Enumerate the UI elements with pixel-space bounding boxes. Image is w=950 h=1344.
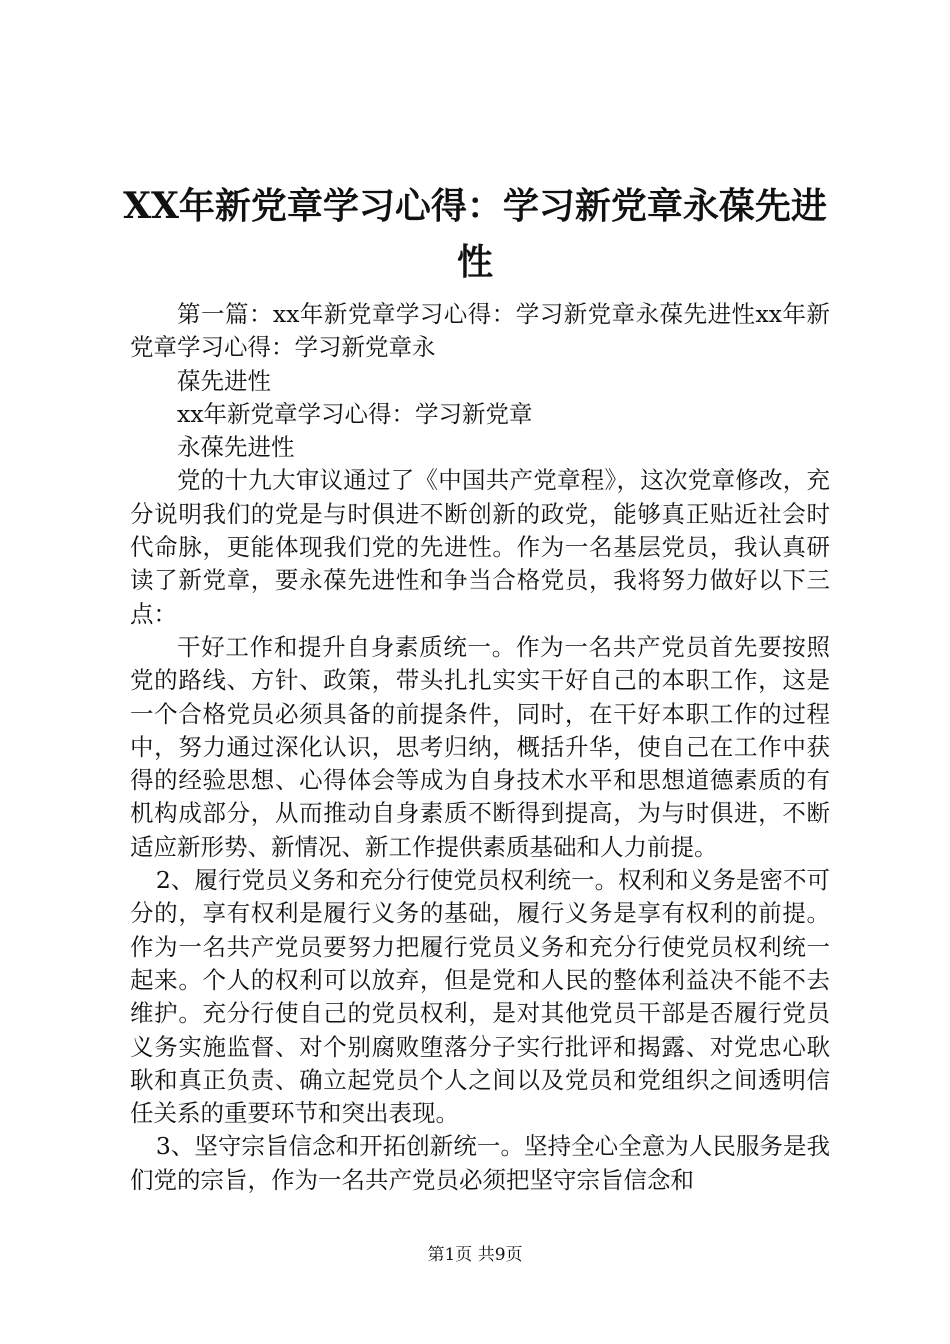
paragraph: xx年新党章学习心得：学习新党章: [177, 399, 533, 428]
document-body: [130, 298, 830, 1197]
paragraph: 3、坚守宗旨信念和开拓创新统一。坚持全心全意为人民服务是我们党的宗旨，作为一名共产党员必须把坚守宗旨信念和: [130, 1132, 830, 1194]
paragraph: 干好工作和提升自身素质统一。作为一名共产党员首先要按照党的路线、方针、政策，带头扎扎实实干好自己的本职工作，这是一个合格党员必须具备的前提条件，同时，在干好本职工作的过程中，努力通过深化认识，思考归纳，概括升华，使自己在工作中获得的经验思想、心得体会等成为自身技术水平和思想道德素质的有机构成部分，从而推动自身素质不断得到提高，为与时俱进，不断适应新形势、新情况、新工作提供素质基础和人力前提。: [130, 632, 830, 861]
paragraph: 永葆先进性: [177, 433, 295, 462]
paragraph: 第一篇：xx年新党章学习心得：学习新党章永葆先进性xx年新党章学习心得：学习新党章永: [130, 300, 830, 362]
document-title: XX年新党章学习心得：学习新党章永葆先进性: [123, 185, 827, 283]
paragraph: 葆先进性: [177, 366, 271, 395]
paragraph: 2、履行党员义务和充分行使党员权利统一。权利和义务是密不可分的，享有权利是履行义务的基础，履行义务是享有权利的前提。作为一名共产党员要努力把履行党员义务和充分行使党员权利统一起来。个人的权利可以放弃，但是党和人民的整体利益决不能不去维护。充分行使自己的党员权利，是对其他党员干部是否履行党员义务实施监督、对个别腐败堕落分子实行批评和揭露、对党忠心耿耿和真正负责、确立起党员个人之间以及党员和党组织之间透明信任关系的重要环节和突出表现。: [130, 866, 830, 1128]
paragraph: 党的十九大审议通过了《中国共产党章程》，这次党章修改，充分说明我们的党是与时俱进不断创新的政党，能够真正贴近社会时代命脉，更能体现我们党的先进性。作为一名基层党员，我认真研读了新党章，要永葆先进性和争当合格党员，我将努力做好以下三点：: [130, 466, 830, 628]
page-footer: 第1页 共9页: [427, 1245, 523, 1265]
